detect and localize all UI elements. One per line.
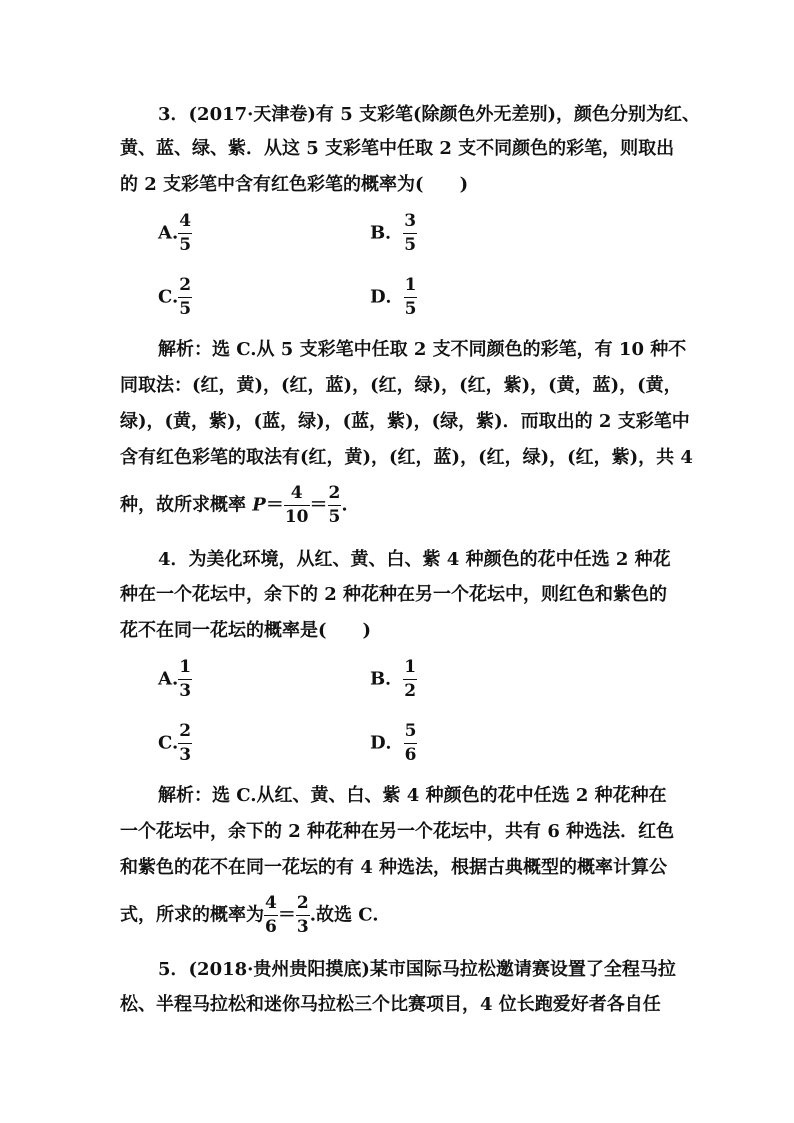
q4-option-c: C. $\frac{2}{3}$ xyxy=(158,721,192,765)
fraction: $\frac{4}{6}$ xyxy=(265,893,277,937)
q4-solution-line-1: 解析：选 C.从红、黄、白、紫 4 种颜色的花中任选 2 种花种在 xyxy=(158,785,667,806)
fraction: $\frac{3}{5}$ xyxy=(404,211,417,255)
q3-line-3: 的 2 支彩笔中含有红色彩笔的概率为( ) xyxy=(120,174,469,195)
fraction: $\frac{2}{5}$ xyxy=(179,275,192,319)
q5-line-2: 松、半程马拉松和迷你马拉松三个比赛项目，4 位长跑爱好者各自任 xyxy=(120,994,661,1015)
q3-solution-line-3: 绿)，(黄，紫)，(蓝，绿)，(蓝，紫)，(绿，紫)．而取出的 2 支彩笔中 xyxy=(120,411,690,432)
q4-option-d: D． $\frac{5}{6}$ xyxy=(370,721,417,765)
q3-line-1: 3．(2017·天津卷)有 5 支彩笔(除颜色外无差别)，颜色分别为红、 xyxy=(158,104,701,125)
fraction: $\frac{2}{3}$ xyxy=(296,893,309,937)
q3-option-b: B． $\frac{3}{5}$ xyxy=(370,211,417,255)
q4-line-3: 花不在同一花坛的概率是( ) xyxy=(120,620,372,641)
q4-line-2: 种在一个花坛中，余下的 2 种花种在另一个花坛中，则红色和紫色的 xyxy=(120,584,668,605)
fraction: $\frac{5}{6}$ xyxy=(404,721,417,765)
fraction: $\frac{1}{5}$ xyxy=(404,275,417,319)
q3-option-a: A. $\frac{4}{5}$ xyxy=(158,211,192,255)
q3-option-c: C. $\frac{2}{5}$ xyxy=(158,275,192,319)
fraction: $\frac{4}{5}$ xyxy=(179,211,192,255)
q4-solution-line-3: 和紫色的花不在同一花坛的有 4 种选法，根据古典概型的概率计算公 xyxy=(120,857,668,878)
fraction: $\frac{1}{2}$ xyxy=(404,657,417,701)
fraction: $\frac{4}{10}$ xyxy=(284,483,309,527)
q4-solution-line-2: 一个花坛中，余下的 2 种花种在另一个花坛中，共有 6 种选法．红色 xyxy=(120,821,675,842)
q3-line-2: 黄、蓝、绿、紫．从这 5 支彩笔中任取 2 支不同颜色的彩笔，则取出 xyxy=(120,138,675,159)
q3-solution-line-1: 解析：选 C.从 5 支彩笔中任取 2 支不同颜色的彩笔，有 10 种不 xyxy=(158,339,687,360)
q4-line-1: 4．为美化环境，从红、黄、白、紫 4 种颜色的花中任选 2 种花 xyxy=(158,549,671,570)
q3-solution-line-2: 同取法：(红，黄)，(红，蓝)，(红，绿)，(红，紫)，(黄，蓝)，(黄， xyxy=(120,375,682,396)
q3-solution-line-4: 含有红色彩笔的取法有(红，黄)，(红，蓝)，(红，绿)，(红，紫)，共 4 xyxy=(120,447,693,468)
q5-line-1: 5．(2018·贵州贵阳摸底)某市国际马拉松邀请赛设置了全程马拉 xyxy=(158,959,676,980)
fraction: $\frac{2}{5}$ xyxy=(328,483,341,527)
q4-option-a: A. $\frac{1}{3}$ xyxy=(158,657,192,701)
fraction: $\frac{1}{3}$ xyxy=(179,657,192,701)
q4-solution-line-4: 式，所求的概率为 $\frac{4}{6}$ ＝ $\frac{2}{3}$ .故选 C. xyxy=(120,893,379,937)
q4-option-b: B． $\frac{1}{2}$ xyxy=(370,657,417,701)
q3-option-d: D． $\frac{1}{5}$ xyxy=(370,275,417,319)
q3-solution-line-5: 种，故所求概率 P＝ $\frac{4}{10}$ ＝ $\frac{2}{5}$ . xyxy=(120,483,348,527)
fraction: $\frac{2}{3}$ xyxy=(179,721,192,765)
